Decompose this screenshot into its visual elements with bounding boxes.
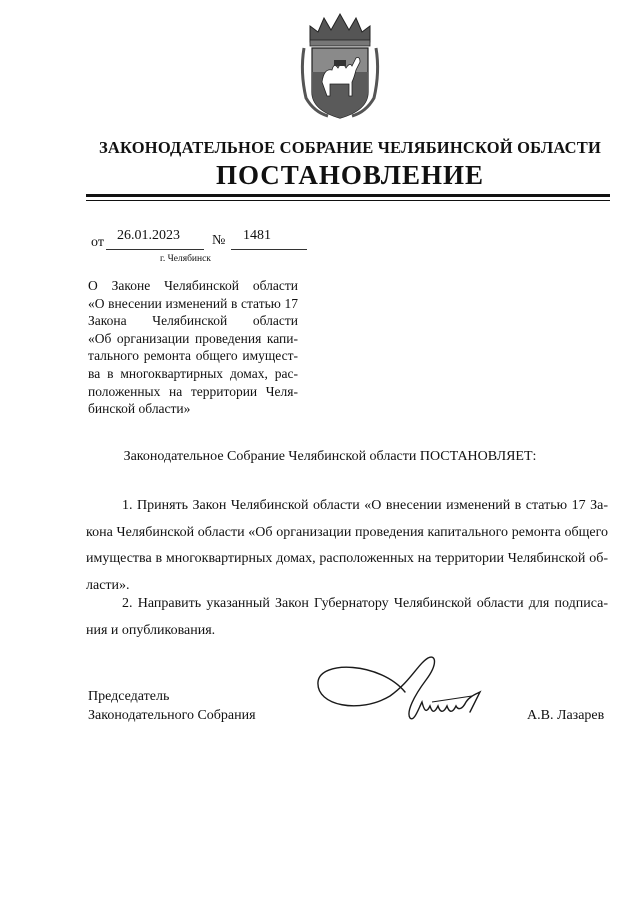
- subject-line: ва в многоквартирных домах, рас-: [88, 365, 298, 381]
- coat-of-arms-emblem: [298, 12, 382, 124]
- handwritten-signature: [310, 652, 495, 734]
- subject-line: О Законе Челябинской области: [88, 278, 298, 293]
- document-subject: [88, 277, 298, 418]
- header-rule-thin: [86, 200, 610, 201]
- number-label: №: [212, 233, 226, 248]
- paragraph-line: ния и опубликования.: [86, 622, 216, 638]
- header-rule-thick: [86, 194, 610, 197]
- signatory-name: А.В. Лазарев: [527, 708, 605, 723]
- subject-line: бинской области»: [88, 401, 191, 417]
- paragraph-2: [86, 591, 608, 644]
- subject-line: «Об организации проведения капи-: [88, 330, 298, 346]
- signatory-title-line: Законодательного Собрания: [88, 708, 256, 723]
- paragraph-line: имущества в многоквартирных домах, расположенных на территории Челябинской об-: [86, 551, 608, 566]
- document-date: 26.01.2023: [117, 228, 180, 243]
- paragraph-line: 2. Направить указанный Закон Губернатору Челябинской области для подписа-: [122, 596, 608, 611]
- paragraph-line: 1. Принять Закон Челябинской области «О внесении изменений в статью 17 За-: [122, 498, 608, 513]
- document-type-title: ПОСТАНОВЛЕНИЕ: [215, 160, 485, 190]
- paragraph-1: [86, 493, 608, 599]
- date-underline: [106, 249, 204, 250]
- resolution-preamble: Законодательное Собрание Челябинской области ПОСТАНОВЛЯЕТ:: [123, 449, 537, 464]
- paragraph-line: ласти».: [86, 577, 130, 593]
- document-number: 1481: [243, 228, 271, 243]
- paragraph-line: кона Челябинской области «Об организации проведения капитального ремонта общего: [86, 524, 608, 540]
- from-label: от: [91, 235, 104, 250]
- subject-line: Закона Челябинской области: [88, 313, 298, 329]
- subject-line: тального ремонта общего имущест-: [88, 348, 298, 364]
- subject-line: «О внесении изменений в статью 17: [88, 295, 298, 311]
- signatory-title: [88, 687, 256, 725]
- signatory-title-line: Председатель: [88, 689, 170, 704]
- organization-heading: ЗАКОНОДАТЕЛЬНОЕ СОБРАНИЕ ЧЕЛЯБИНСКОЙ ОБЛАСТИ: [98, 138, 602, 157]
- number-underline: [231, 249, 307, 250]
- subject-line: положенных на территории Челя-: [88, 383, 298, 399]
- city-label: г. Челябинск: [160, 254, 211, 264]
